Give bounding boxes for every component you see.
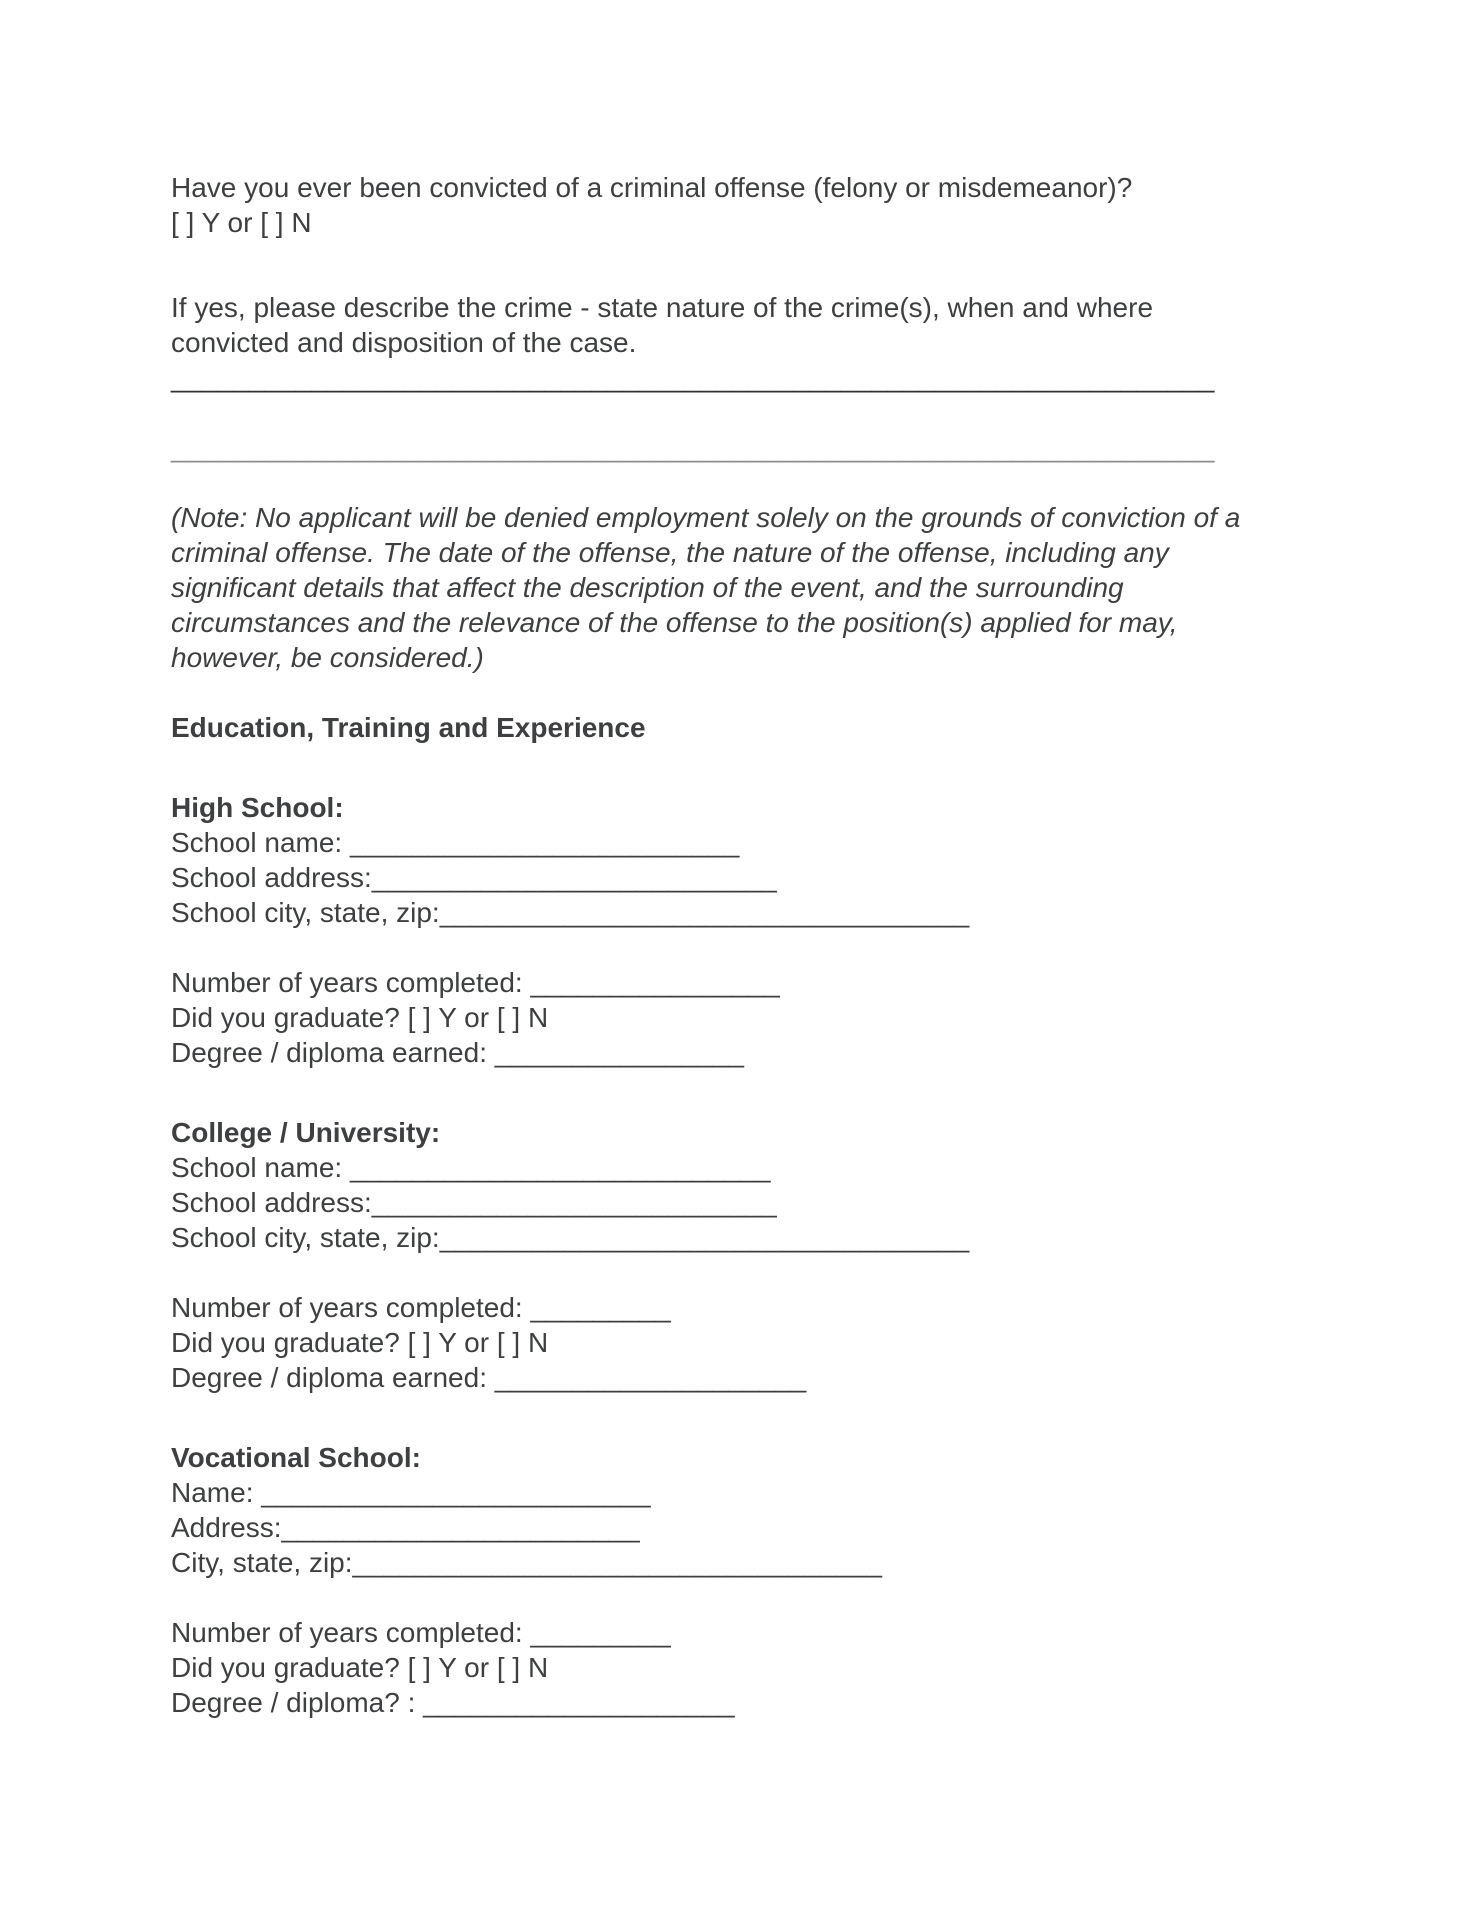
note-line-3: significant details that affect the description of the event, and the surrounding	[171, 572, 1124, 603]
describe-crime-line2: convicted and disposition of the case.	[171, 327, 637, 358]
vocational-name-field[interactable]: Name: _________________________	[171, 1477, 651, 1508]
college-stats	[171, 1290, 1234, 1395]
college-section	[171, 1115, 1234, 1395]
college-degree-field[interactable]: Degree / diploma earned: ____________________	[171, 1362, 807, 1393]
high-school-section	[171, 790, 1234, 1070]
section-title-education: Education, Training and Experience	[171, 712, 646, 743]
college-city-state-zip-field[interactable]: School city, state, zip:__________________________________	[171, 1222, 970, 1253]
conviction-question-block	[171, 170, 1234, 240]
vocational-degree-field[interactable]: Degree / diploma? : ____________________	[171, 1687, 735, 1718]
vocational-city-state-zip-field[interactable]: City, state, zip:__________________________________	[171, 1547, 882, 1578]
describe-crime-line1: If yes, please describe the crime - state nature of the crime(s), when and where	[171, 292, 1154, 323]
vocational-section	[171, 1440, 1234, 1720]
high-school-city-state-zip-field[interactable]: School city, state, zip:__________________________________	[171, 897, 970, 928]
vocational-stats	[171, 1615, 1234, 1720]
vocational-heading: Vocational School:	[171, 1442, 421, 1473]
high-school-address-field[interactable]: School address:__________________________	[171, 862, 777, 893]
note-line-4: circumstances and the relevance of the offense to the position(s) applied for may,	[171, 607, 1178, 638]
high-school-heading: High School:	[171, 792, 344, 823]
conviction-question-text: Have you ever been convicted of a criminal offense (felony or misdemeanor)?	[171, 172, 1133, 203]
college-heading: College / University:	[171, 1117, 441, 1148]
college-name-field[interactable]: School name: ___________________________	[171, 1152, 771, 1183]
conviction-yn-checkboxes[interactable]: [ ] Y or [ ] N	[171, 207, 312, 238]
note-line-5: however, be considered.)	[171, 642, 484, 673]
college-address-field[interactable]: School address:__________________________	[171, 1187, 777, 1218]
high-school-stats	[171, 965, 1234, 1070]
note-paragraph	[171, 500, 1241, 675]
high-school-degree-field[interactable]: Degree / diploma earned: ________________	[171, 1037, 744, 1068]
note-line-1: (Note: No applicant will be denied employment solely on the grounds of conviction of a	[171, 502, 1241, 533]
college-graduate-checkboxes[interactable]: Did you graduate? [ ] Y or [ ] N	[171, 1327, 549, 1358]
vocational-years-completed-field[interactable]: Number of years completed: _________	[171, 1617, 671, 1648]
vocational-graduate-checkboxes[interactable]: Did you graduate? [ ] Y or [ ] N	[171, 1652, 549, 1683]
answer-blank-line-1[interactable]: ___________________________________________________________________	[171, 362, 1215, 393]
vocational-address-field[interactable]: Address:_______________________	[171, 1512, 640, 1543]
high-school-graduate-checkboxes[interactable]: Did you graduate? [ ] Y or [ ] N	[171, 1002, 549, 1033]
answer-blank-line-2[interactable]: ___________________________________________________________________	[171, 432, 1215, 463]
college-years-completed-field[interactable]: Number of years completed: _________	[171, 1292, 671, 1323]
note-line-2: criminal offense. The date of the offense, the nature of the offense, including any	[171, 537, 1169, 568]
high-school-years-completed-field[interactable]: Number of years completed: ________________	[171, 967, 780, 998]
high-school-name-field[interactable]: School name: _________________________	[171, 827, 740, 858]
describe-crime-prompt	[171, 290, 1234, 360]
